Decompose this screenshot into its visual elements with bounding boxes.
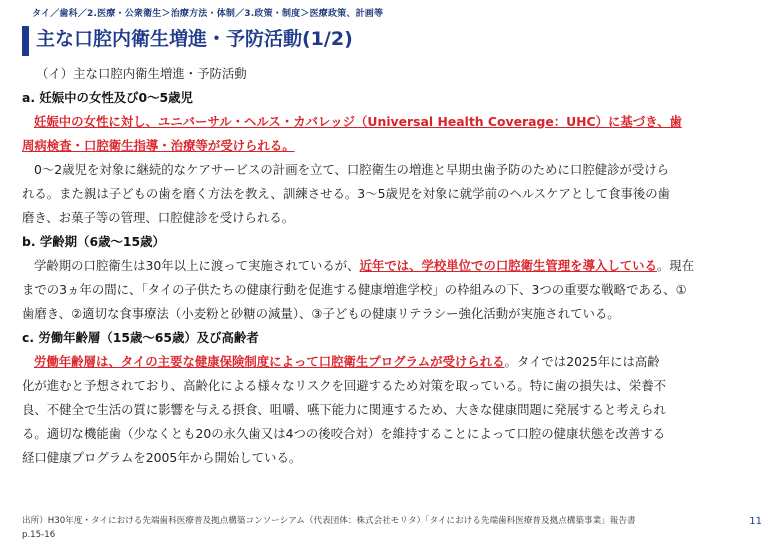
source-footnote xyxy=(22,514,742,542)
section-a-red-line-1 xyxy=(22,110,762,134)
title-accent-bar xyxy=(22,26,29,56)
section-a-paragraph-line-2: れる。また親は子どもの歯を磨く方法を教え、訓練させる。3～5歳児を対象に就学前のヘルスケアとして食事後の歯 xyxy=(22,186,671,201)
section-c-line-2: 化が進むと予想されており、高齢化による様々なリスクを回避するため対策を取っている。特に歯の損失は、栄養不 xyxy=(22,378,667,393)
intro-text: （イ）主な口腔内衛生増進・予防活動 xyxy=(36,66,247,81)
section-b-line-2: までの3ヵ年の間に、「タイの子供たちの健康行動を促進する健康増進学校」の枠組みの下、3つの重要な戦略である、① xyxy=(22,282,687,297)
section-c-heading: c. 労働年齢層（15歳～65歳）及び高齢者 xyxy=(22,330,259,345)
section-b-line-1 xyxy=(22,254,762,278)
paragraph-text: 。現在 xyxy=(656,258,695,273)
page-number: 11 xyxy=(749,516,762,527)
source-line-1: 出所）H30年度・タイにおける先端歯科医療普及拠点構築コンソーシアム（代表団体：株式会社モリタ）「タイにおける先端歯科医療普及拠点構築事業」報告書 xyxy=(22,516,636,526)
paragraph-text: 学齢期の口腔衛生は30年以上に渡って実施されているが、 xyxy=(34,258,360,273)
section-b-line-3: 歯磨き、②適切な食事療法（小麦粉と砂糖の減量）、③子どもの健康リテラシー強化活動が実施されている。 xyxy=(22,306,620,321)
paragraph-text: 。タイでは2025年には高齢 xyxy=(504,354,660,369)
section-c-line-1 xyxy=(22,350,762,374)
highlight-text: 周病検査・口腔衛生指導・治療等が受けられる。 xyxy=(22,138,295,153)
section-c-line-5: 経口健康プログラムを2005年から開始している。 xyxy=(22,450,302,465)
section-b-heading: b. 学齢期（6歳～15歳） xyxy=(22,234,165,249)
section-c-line-4: る。適切な機能歯（少なくとも20の永久歯又は4つの後咬合対）を維持することによって口腔の健康状態を改善する xyxy=(22,426,666,441)
highlight-text: 労働年齢層は、タイの主要な健康保険制度によって口腔衛生プログラムが受けられる xyxy=(34,354,505,369)
highlight-text: 妊娠中の女性に対し、ユニバーサル・ヘルス・カバレッジ（Universal Health Coverage：UHC）に基づき、歯 xyxy=(34,114,682,129)
highlight-text: 近年では、学校単位での口腔衛生管理を導入している xyxy=(359,258,657,273)
main-content xyxy=(22,62,762,470)
source-line-2: p.15-16 xyxy=(22,530,56,540)
section-a-paragraph-line-3: 磨き、お菓子等の管理、口腔健診を受けられる。 xyxy=(22,210,295,225)
section-a-paragraph-line-1: 0～2歳児を対象に継続的なケアサービスの計画を立て、口腔衛生の増進と早期虫歯予防のために口腔健診が受けら xyxy=(34,162,670,177)
section-a-red-line-2 xyxy=(22,134,762,158)
breadcrumb: タイ／歯科／2.医療・公衆衛生＞治療方法・体制／3.政策・制度＞医療政策、計画等 xyxy=(32,9,384,19)
section-a-heading: a. 妊娠中の女性及び0～5歳児 xyxy=(22,90,193,105)
section-c-line-3: 良、不健全で生活の質に影響を与える摂食、咀嚼、嚥下能力に関連するため、大きな健康問題に発展すると考えられ xyxy=(22,402,666,417)
page-title: 主な口腔内衛生増進・予防活動(1/2) xyxy=(36,28,353,50)
